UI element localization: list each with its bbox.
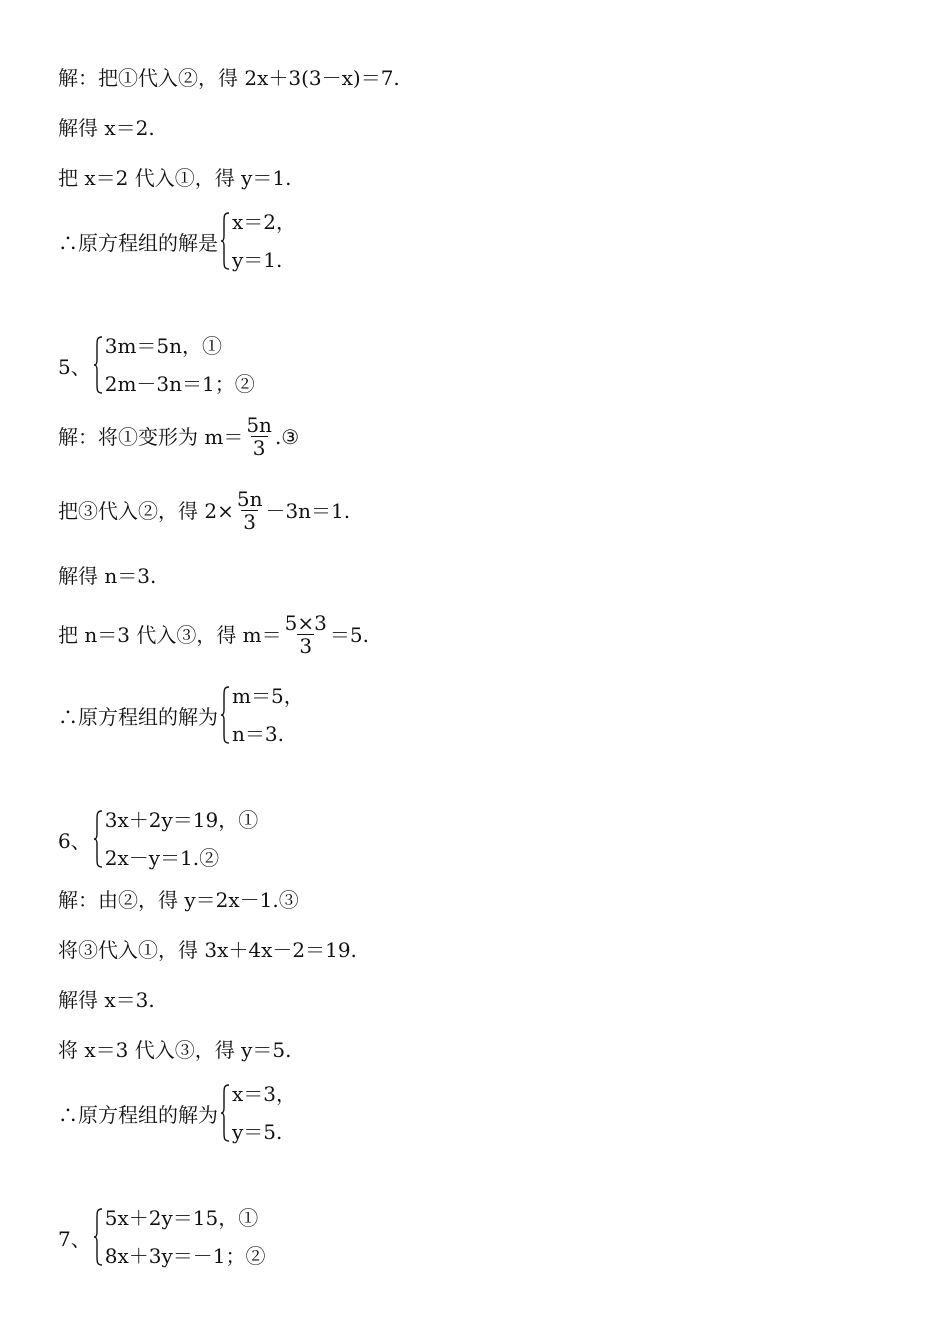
sec6-line-solve-x: 解得 x＝3. <box>58 988 155 1012</box>
sec4-line-solve-y: 把 x＝2 代入①，得 y＝1. <box>58 166 292 190</box>
sec6-line-transform: 解：由②，得 y＝2x－1.③ <box>58 888 299 912</box>
fraction <box>283 612 329 657</box>
fraction-numerator: 5n <box>236 487 263 511</box>
fraction-numerator: 5n <box>246 413 272 437</box>
sec5-solution-n: n＝3. <box>232 722 284 746</box>
fraction-denominator: 3 <box>243 510 257 534</box>
sec4-solution-y: y＝1. <box>232 248 283 272</box>
sec7-equations <box>105 1206 266 1268</box>
sec5-line-transform <box>58 414 299 459</box>
sec5-label: 5、 <box>58 354 91 379</box>
sec4-conclusion <box>58 210 296 272</box>
brace-icon <box>93 336 103 394</box>
sec5-line-substitute-pre: 把③代入②，得 2× <box>58 498 234 523</box>
fraction-denominator: 3 <box>299 634 313 658</box>
sec7-equation-1: 5x＋2y＝15，① <box>104 1206 259 1230</box>
sec6-line-solve-y: 将 x＝3 代入③，得 y＝5. <box>58 1038 292 1062</box>
sec6-equation-2: 2x－y＝1.② <box>104 846 220 870</box>
fraction <box>235 488 265 533</box>
sec5-solution <box>232 684 304 746</box>
sec6-equations <box>105 808 258 870</box>
sec4-line-solve-x: 解得 x＝2. <box>58 116 155 140</box>
brace-icon <box>220 1084 230 1142</box>
sec4-conclusion-text: ∴原方程组的解是 <box>58 230 218 255</box>
sec6-solution-x: x＝3， <box>232 1082 297 1106</box>
sec7-problem <box>58 1206 266 1268</box>
sec5-line-solve-m-post: ＝5. <box>329 622 369 647</box>
sec6-equation-1: 3x＋2y＝19，① <box>104 808 259 832</box>
sec6-solution <box>232 1082 296 1144</box>
sec4-solution <box>232 210 296 272</box>
fraction <box>244 414 274 459</box>
sec5-line-transform-post: .③ <box>274 424 300 449</box>
sec4-line-substitute: 解：把①代入②，得 2x＋3(3－x)＝7. <box>58 66 400 90</box>
sec5-equations <box>105 334 255 396</box>
brace-icon <box>93 1208 103 1266</box>
sec5-line-solve-m <box>58 612 369 657</box>
brace-icon <box>93 810 103 868</box>
brace-icon <box>220 212 230 270</box>
sec6-conclusion <box>58 1082 296 1144</box>
sec6-conclusion-text: ∴原方程组的解为 <box>58 1102 218 1127</box>
sec7-label: 7、 <box>58 1226 91 1251</box>
sec4-solution-x: x＝2， <box>232 210 297 234</box>
sec5-conclusion <box>58 684 304 746</box>
sec7-equation-2: 8x＋3y＝－1；② <box>104 1244 266 1268</box>
fraction-numerator: 5×3 <box>284 611 327 635</box>
sec6-solution-y: y＝5. <box>232 1120 283 1144</box>
sec5-conclusion-text: ∴原方程组的解为 <box>58 704 218 729</box>
sec5-solution-m: m＝5， <box>232 684 304 708</box>
sec5-equation-2: 2m－3n＝1；② <box>104 372 255 396</box>
sec5-line-transform-pre: 解：将①变形为 m＝ <box>58 424 244 449</box>
sec6-line-substitute: 将③代入①，得 3x＋4x－2＝19. <box>58 938 357 962</box>
sec5-line-substitute-post: －3n＝1. <box>265 498 351 523</box>
sec5-line-solve-n: 解得 n＝3. <box>58 564 157 588</box>
sec5-line-solve-m-pre: 把 n＝3 代入③，得 m＝ <box>58 622 282 647</box>
sec6-label: 6、 <box>58 828 91 853</box>
sec5-equation-1: 3m＝5n，① <box>104 334 223 358</box>
sec6-problem <box>58 808 258 870</box>
sec5-line-substitute <box>58 488 350 533</box>
fraction-denominator: 3 <box>252 436 266 460</box>
brace-icon <box>220 686 230 744</box>
sec5-problem <box>58 334 255 396</box>
